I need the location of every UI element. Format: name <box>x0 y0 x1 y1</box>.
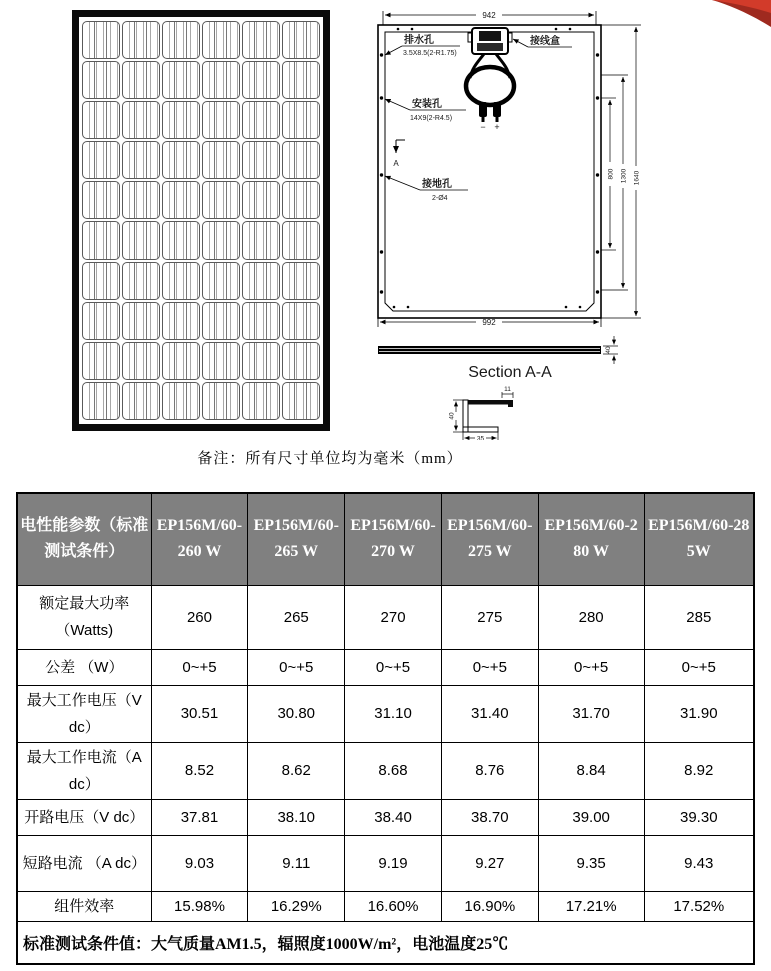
solar-cell <box>282 302 320 340</box>
param-value: 9.27 <box>441 835 538 891</box>
param-value: 39.30 <box>644 799 754 835</box>
solar-cell <box>202 21 240 59</box>
section-cut-marker <box>393 140 405 168</box>
test-conditions-note: 标准测试条件值：大气质量AM1.5，辐照度1000W/m²，电池温度25℃ <box>17 921 754 964</box>
solar-cell <box>242 342 280 380</box>
solar-cell <box>82 181 120 219</box>
plus-terminal-label: + <box>494 122 500 132</box>
param-value: 17.21% <box>538 891 644 921</box>
svg-text:3.5X8.5(2-R1.75): 3.5X8.5(2-R1.75) <box>403 50 457 57</box>
solar-cell <box>242 262 280 300</box>
solar-cell <box>162 382 200 420</box>
solar-cell <box>162 262 200 300</box>
param-value: 9.43 <box>644 835 754 891</box>
param-value: 16.90% <box>441 891 538 921</box>
param-value: 16.60% <box>345 891 442 921</box>
param-value: 8.52 <box>151 742 248 799</box>
solar-cell <box>242 221 280 259</box>
solar-cell <box>282 181 320 219</box>
param-value: 280 <box>538 585 644 649</box>
solar-cell <box>282 382 320 420</box>
svg-text:942: 942 <box>482 11 496 20</box>
svg-text:40: 40 <box>605 346 612 354</box>
solar-cell <box>122 181 160 219</box>
model-header: EP156M/60-260 W <box>151 493 248 585</box>
solar-cell <box>82 21 120 59</box>
junction-box-drawing <box>466 28 514 132</box>
param-value: 275 <box>441 585 538 649</box>
param-label: 公差 （W） <box>17 649 151 685</box>
table-row <box>17 585 754 649</box>
param-value: 9.35 <box>538 835 644 891</box>
panel-rear-drawing <box>360 0 660 440</box>
dim-992 <box>378 318 601 327</box>
param-value: 16.29% <box>248 891 345 921</box>
svg-text:1640: 1640 <box>633 170 641 186</box>
units-note: 备注：所有尺寸单位均为毫米（mm） <box>197 451 463 467</box>
solar-cell <box>122 141 160 179</box>
table-row <box>17 891 754 921</box>
param-value: 8.84 <box>538 742 644 799</box>
solar-cell <box>82 342 120 380</box>
svg-text:安装孔: 安装孔 <box>412 99 442 110</box>
solar-cell <box>282 21 320 59</box>
solar-cell <box>202 181 240 219</box>
param-value: 8.68 <box>345 742 442 799</box>
param-label: 组件效率 <box>17 891 151 921</box>
param-value: 260 <box>151 585 248 649</box>
solar-cell <box>162 221 200 259</box>
solar-cell <box>162 21 200 59</box>
solar-cell <box>282 342 320 380</box>
model-header: EP156M/60-275 W <box>441 493 538 585</box>
solar-cell <box>242 181 280 219</box>
param-value: 30.80 <box>248 685 345 742</box>
solar-cell <box>122 382 160 420</box>
solar-cell <box>122 21 160 59</box>
solar-cell <box>122 221 160 259</box>
param-value: 17.52% <box>644 891 754 921</box>
solar-cell <box>82 382 120 420</box>
param-label: 短路电流 （A dc） <box>17 835 151 891</box>
dim-thickness-40 <box>603 336 618 364</box>
param-value: 0~+5 <box>538 649 644 685</box>
svg-text:2-Ø4: 2-Ø4 <box>432 195 448 202</box>
table-row <box>17 799 754 835</box>
svg-text:35: 35 <box>476 435 485 440</box>
svg-text:40: 40 <box>448 412 456 420</box>
param-value: 8.62 <box>248 742 345 799</box>
svg-text:1300: 1300 <box>620 168 628 184</box>
svg-text:800: 800 <box>607 168 615 180</box>
param-value: 0~+5 <box>441 649 538 685</box>
param-value: 0~+5 <box>345 649 442 685</box>
param-value: 31.40 <box>441 685 538 742</box>
svg-text:14X9(2-R4.5): 14X9(2-R4.5) <box>410 115 453 122</box>
solar-cell <box>202 141 240 179</box>
param-label: 最大工作电流（A dc） <box>17 742 151 799</box>
solar-cell <box>122 262 160 300</box>
solar-cell <box>282 101 320 139</box>
section-title: Section A-A <box>468 364 552 381</box>
param-value: 38.70 <box>441 799 538 835</box>
table-row <box>17 742 754 799</box>
svg-text:接线盒: 接线盒 <box>530 36 560 47</box>
solar-cell <box>162 141 200 179</box>
solar-cell <box>162 302 200 340</box>
svg-text:排水孔: 排水孔 <box>404 35 434 46</box>
param-value: 0~+5 <box>644 649 754 685</box>
solar-cell <box>122 342 160 380</box>
param-value: 31.90 <box>644 685 754 742</box>
param-value: 8.92 <box>644 742 754 799</box>
param-value: 37.81 <box>151 799 248 835</box>
solar-cell <box>202 101 240 139</box>
electrical-parameters-table <box>16 492 755 965</box>
frame-profile-detail <box>449 386 514 440</box>
table-row <box>17 649 754 685</box>
solar-cell <box>82 101 120 139</box>
table-row <box>17 685 754 742</box>
param-value: 270 <box>345 585 442 649</box>
table-row <box>17 835 754 891</box>
param-value: 38.40 <box>345 799 442 835</box>
solar-cell <box>242 141 280 179</box>
param-value: 0~+5 <box>248 649 345 685</box>
solar-cell <box>242 382 280 420</box>
model-header: EP156M/60-285W <box>644 493 754 585</box>
solar-cell <box>282 221 320 259</box>
param-value: 38.10 <box>248 799 345 835</box>
solar-cell <box>122 61 160 99</box>
solar-cell <box>82 61 120 99</box>
param-label: 最大工作电压（V dc） <box>17 685 151 742</box>
param-value: 265 <box>248 585 345 649</box>
solar-cell <box>82 221 120 259</box>
junction-box-callout <box>513 34 572 47</box>
param-value: 285 <box>644 585 754 649</box>
solar-cell <box>242 302 280 340</box>
param-value: 9.19 <box>345 835 442 891</box>
solar-cell <box>162 101 200 139</box>
footnote-row <box>17 921 754 964</box>
solar-cell <box>202 262 240 300</box>
solar-cell <box>282 262 320 300</box>
solar-cell <box>162 342 200 380</box>
solar-cell <box>82 302 120 340</box>
model-header: EP156M/60-270 W <box>345 493 442 585</box>
solar-cell <box>162 181 200 219</box>
param-value: 15.98% <box>151 891 248 921</box>
solar-cell <box>242 61 280 99</box>
solar-cell <box>162 61 200 99</box>
svg-text:992: 992 <box>482 318 496 327</box>
dim-heights <box>601 25 641 318</box>
section-bar <box>378 346 601 354</box>
model-header: EP156M/60-280 W <box>538 493 644 585</box>
svg-text:接地孔: 接地孔 <box>422 179 452 190</box>
param-value: 31.70 <box>538 685 644 742</box>
corner-header: 电性能参数（标准测试条件） <box>17 493 151 585</box>
solar-cell <box>202 342 240 380</box>
solar-cell <box>122 302 160 340</box>
param-value: 9.03 <box>151 835 248 891</box>
solar-cell <box>202 61 240 99</box>
solar-cell <box>282 61 320 99</box>
model-header: EP156M/60-265 W <box>248 493 345 585</box>
panel-cell-grid <box>82 21 320 420</box>
solar-cell <box>282 141 320 179</box>
ground-hole-callout <box>385 176 468 202</box>
param-value: 8.76 <box>441 742 538 799</box>
table-body <box>17 585 754 921</box>
param-value: 0~+5 <box>151 649 248 685</box>
solar-cell <box>242 101 280 139</box>
param-value: 31.10 <box>345 685 442 742</box>
dim-942 <box>383 11 596 25</box>
page-corner-decoration <box>701 0 771 32</box>
param-label: 开路电压（V dc） <box>17 799 151 835</box>
svg-text:A: A <box>393 159 399 168</box>
param-value: 30.51 <box>151 685 248 742</box>
solar-cell <box>202 221 240 259</box>
solar-cell <box>122 101 160 139</box>
param-label: 额定最大功率（Watts) <box>17 585 151 649</box>
param-value: 39.00 <box>538 799 644 835</box>
solar-cell <box>242 21 280 59</box>
solar-cell <box>202 302 240 340</box>
solar-cell <box>202 382 240 420</box>
minus-terminal-label: − <box>480 122 486 132</box>
solar-cell <box>82 141 120 179</box>
panel-front-view <box>72 10 330 431</box>
drain-hole-callout <box>385 33 460 57</box>
param-value: 9.11 <box>248 835 345 891</box>
frame-holes <box>380 28 599 309</box>
header-row <box>17 493 754 585</box>
mounting-hole-callout <box>385 97 466 122</box>
svg-text:11: 11 <box>504 386 511 393</box>
solar-cell <box>82 262 120 300</box>
